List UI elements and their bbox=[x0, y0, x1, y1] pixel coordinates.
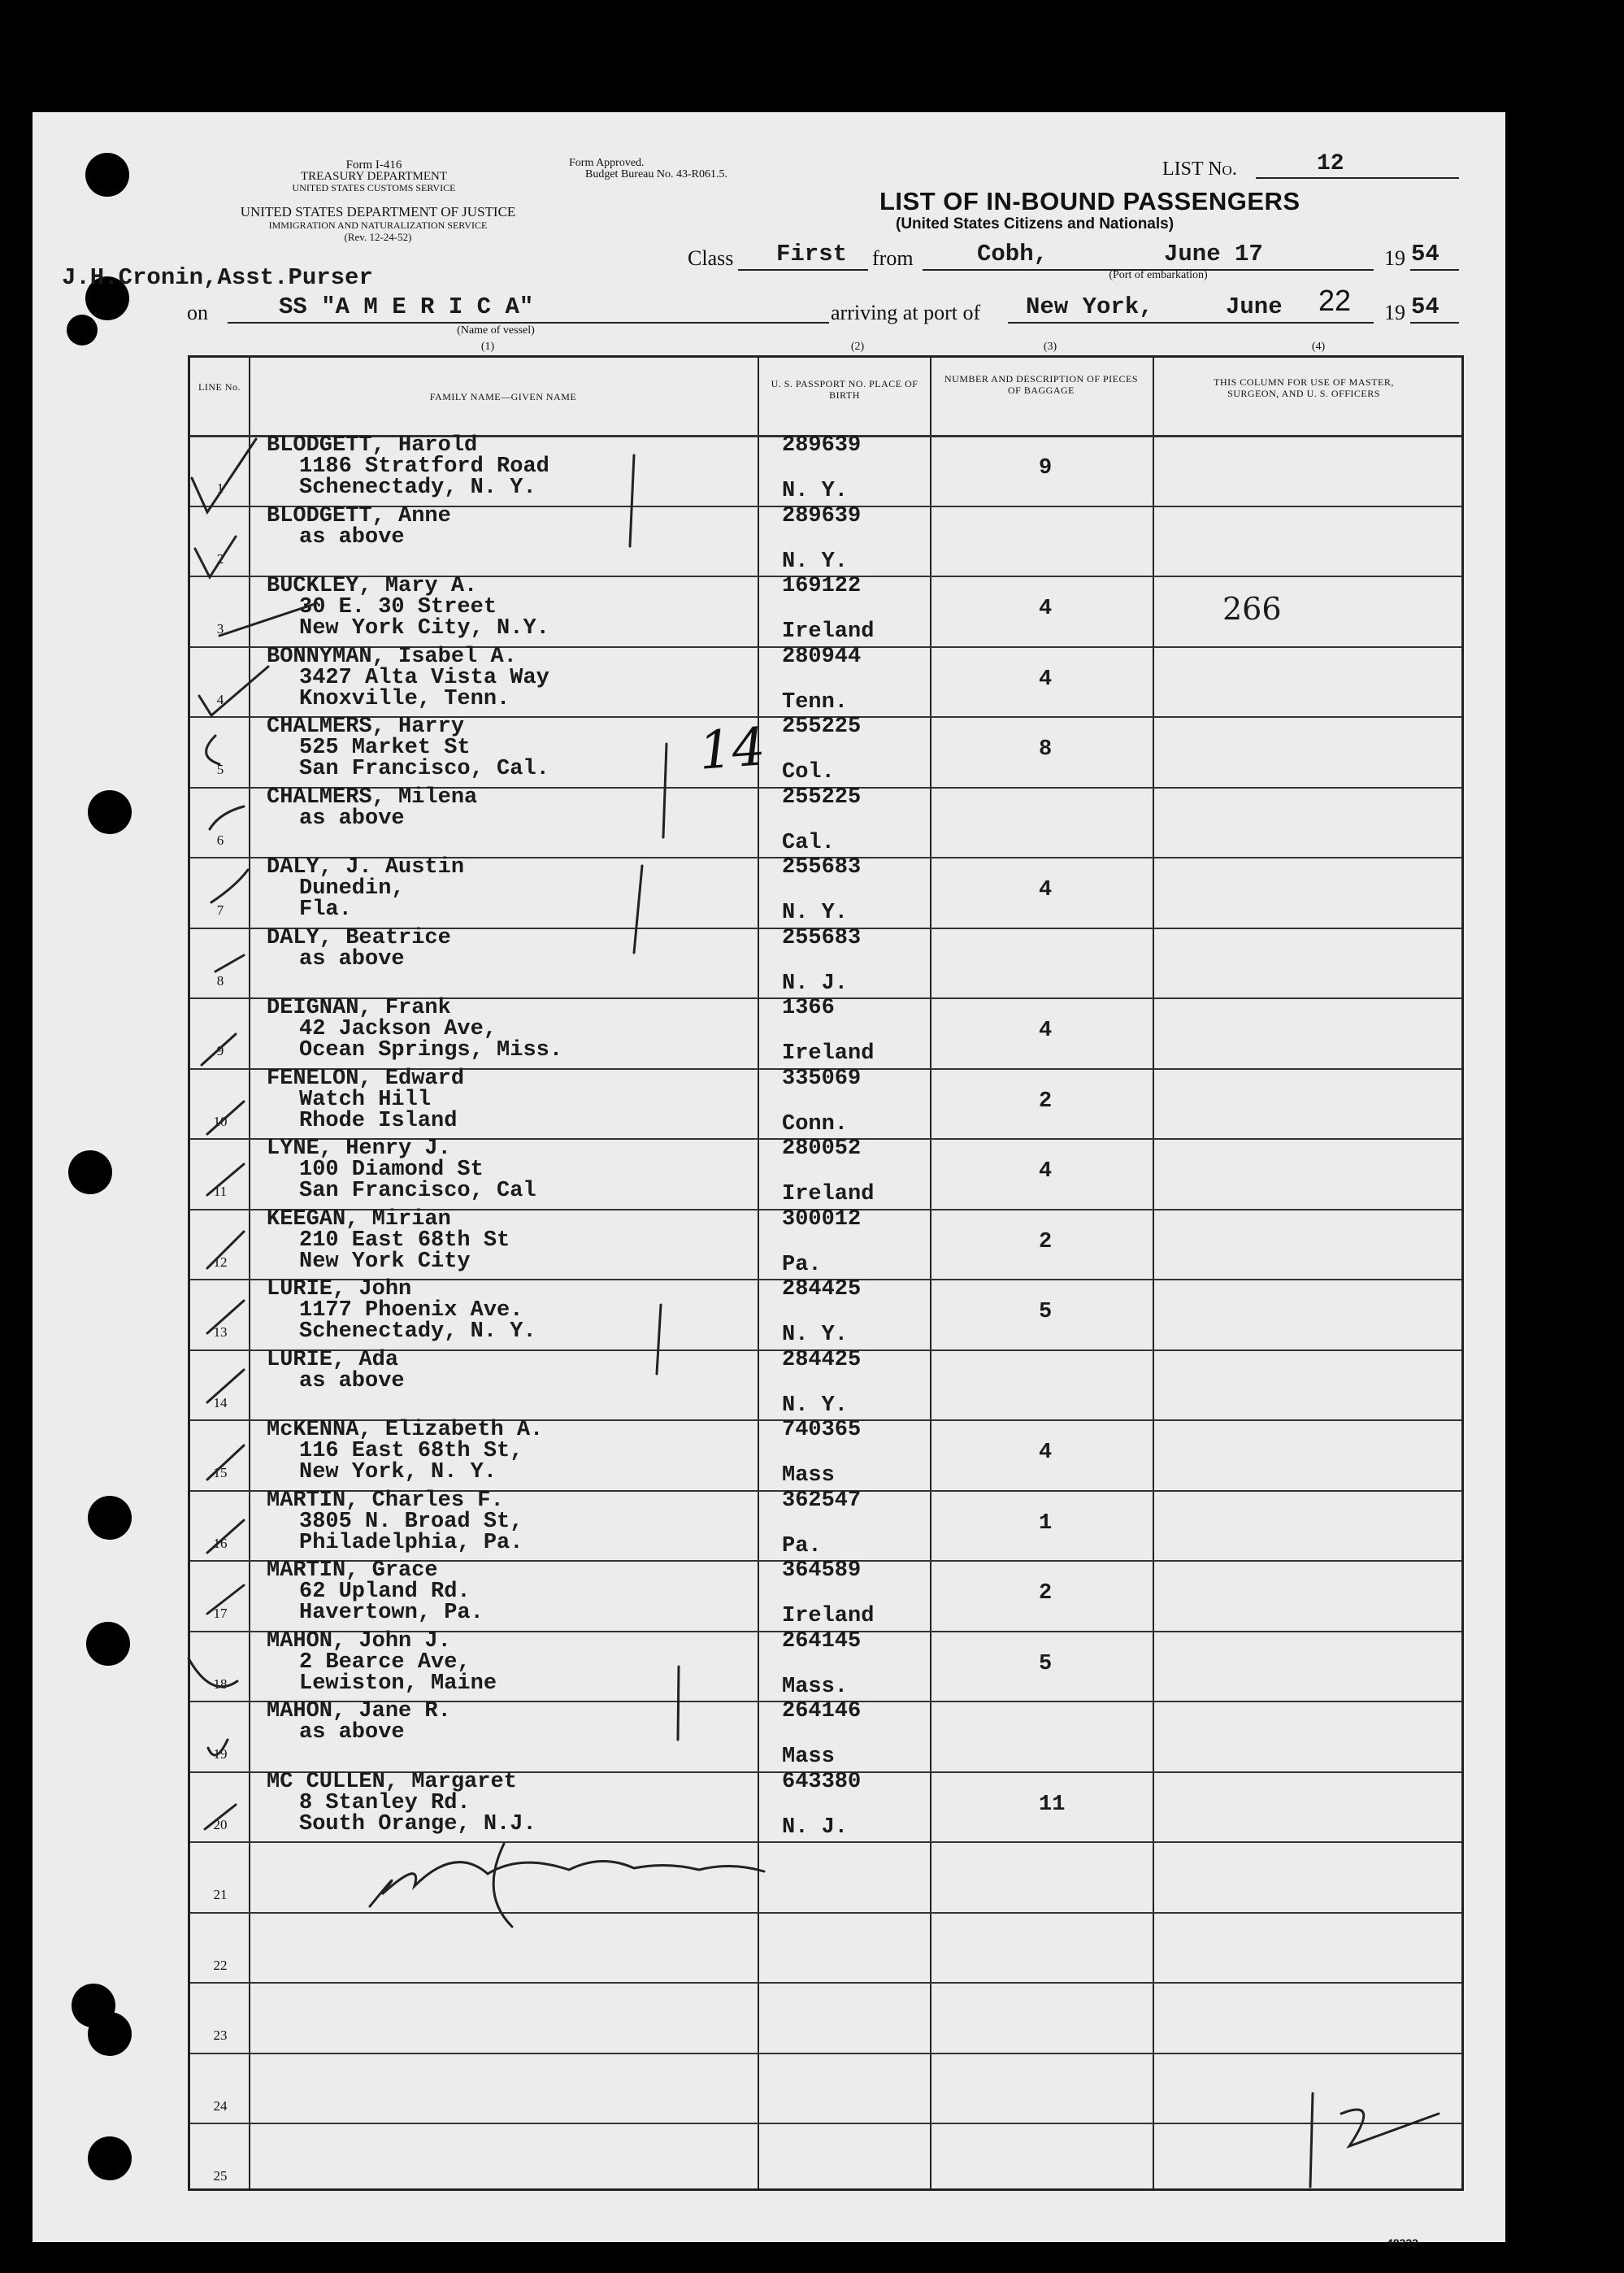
passenger-address-2: New York City bbox=[299, 1249, 471, 1274]
passenger-address-2: Knoxville, Tenn. bbox=[299, 686, 510, 711]
vessel-name-note: (Name of vessel) bbox=[457, 324, 535, 337]
passenger-address-1: as above bbox=[299, 1368, 405, 1393]
baggage-count: 2 bbox=[1039, 1581, 1053, 1606]
place-of-birth: N. Y. bbox=[782, 479, 849, 503]
passenger-name: LURIE, John bbox=[267, 1277, 412, 1302]
purser-name: J.H.Cronin,Asst.Purser bbox=[62, 264, 373, 291]
passenger-name: MARTIN, Charles F. bbox=[267, 1488, 504, 1513]
line-number: 12 bbox=[213, 1254, 228, 1270]
place-of-birth: Mass bbox=[782, 1745, 835, 1769]
passenger-name: BONNYMAN, Isabel A. bbox=[267, 644, 517, 669]
passenger-address-1: 3805 N. Broad St, bbox=[299, 1509, 523, 1534]
passenger-name: MAHON, John J. bbox=[267, 1628, 451, 1654]
binder-hole bbox=[86, 1622, 130, 1666]
line-number: 19 bbox=[213, 1746, 228, 1762]
passport-number: 740365 bbox=[782, 1418, 862, 1442]
passenger-address-2: Havertown, Pa. bbox=[299, 1601, 484, 1625]
passenger-address-1: as above bbox=[299, 1720, 405, 1745]
passenger-name: BLODGETT, Anne bbox=[267, 503, 451, 528]
place-of-birth: N. Y. bbox=[782, 901, 849, 925]
passenger-address-2: Schenectady, N. Y. bbox=[299, 1319, 536, 1344]
arrival-day: 22 bbox=[1318, 284, 1352, 317]
col3-number: (3) bbox=[1043, 341, 1057, 353]
line-number: 24 bbox=[213, 2097, 228, 2114]
line-number: 23 bbox=[213, 2027, 228, 2043]
year-2: 54 bbox=[1411, 293, 1439, 320]
vessel-name: SS "A M E R I C A" bbox=[279, 293, 534, 320]
class-value: First bbox=[776, 241, 848, 267]
passenger-name: DALY, J. Austin bbox=[267, 855, 465, 880]
passport-number: 255225 bbox=[782, 715, 862, 739]
line-number: 13 bbox=[213, 1324, 228, 1340]
place-of-birth: Ireland bbox=[782, 619, 875, 644]
baggage-count: 4 bbox=[1039, 1159, 1053, 1184]
line-number: 21 bbox=[213, 1887, 228, 1902]
passenger-address-2: New York City, N.Y. bbox=[299, 616, 549, 641]
passport-number: 255683 bbox=[782, 855, 862, 880]
line-number: 17 bbox=[213, 1606, 228, 1621]
passenger-address-2: South Orange, N.J. bbox=[299, 1811, 536, 1836]
page-subtitle: (United States Citizens and Nationals) bbox=[896, 215, 1175, 233]
place-of-birth: Ireland bbox=[782, 1041, 875, 1066]
passenger-name: BUCKLEY, Mary A. bbox=[267, 574, 478, 598]
line-number: 5 bbox=[216, 762, 224, 777]
passport-number: 300012 bbox=[782, 1206, 862, 1232]
line-number: 16 bbox=[213, 1535, 228, 1551]
officer-note: 266 bbox=[1222, 591, 1282, 627]
line-number: 2 bbox=[216, 550, 224, 567]
passenger-name: KEEGAN, Mirian bbox=[267, 1206, 451, 1232]
form-approved: Form Approved. bbox=[569, 157, 645, 169]
col-officers-header: THIS COLUMN FOR USE OF MASTER, SURGEON, AND U. S. OFFICERS bbox=[1214, 376, 1394, 399]
year-prefix-1: 19 bbox=[1384, 246, 1405, 270]
line-number: 11 bbox=[213, 1184, 228, 1199]
revision-date: (Rev. 12-24-52) bbox=[344, 231, 412, 243]
baggage-count: 2 bbox=[1039, 1229, 1053, 1254]
baggage-count: 4 bbox=[1039, 597, 1053, 621]
budget-bureau: Budget Bureau No. 43-R061.5. bbox=[585, 168, 727, 180]
port-embarkation-note: (Port of embarkation) bbox=[1109, 269, 1208, 281]
line-number: 10 bbox=[213, 1113, 228, 1129]
passenger-address-1: 3427 Alta Vista Way bbox=[299, 665, 549, 690]
line-number: 6 bbox=[216, 832, 224, 848]
passenger-address-1: 210 East 68th St bbox=[299, 1228, 510, 1253]
baggage-count: 1 bbox=[1039, 1510, 1053, 1536]
year-1: 54 bbox=[1411, 241, 1439, 267]
handwritten-corner-mark bbox=[1310, 2097, 1311, 2098]
col-baggage-header: NUMBER AND DESCRIPTION OF PIECES OF BAGGAGE bbox=[944, 373, 1139, 396]
passenger-name: FENELON, Edward bbox=[267, 1066, 465, 1091]
passport-number: 335069 bbox=[782, 1066, 862, 1091]
embark-port: Cobh, bbox=[977, 241, 1049, 267]
passport-number: 289639 bbox=[782, 503, 862, 528]
customs-service: UNITED STATES CUSTOMS SERVICE bbox=[292, 182, 456, 193]
place-of-birth: Cal. bbox=[782, 830, 835, 855]
class-label: Class bbox=[688, 246, 734, 270]
place-of-birth: Ireland bbox=[782, 1604, 875, 1628]
line-number: 20 bbox=[213, 1816, 228, 1832]
passenger-address-2: Philadelphia, Pa. bbox=[299, 1530, 523, 1555]
immigration-service: IMMIGRATION AND NATURALIZATION SERVICE bbox=[268, 219, 488, 231]
embark-date: June 17 bbox=[1164, 241, 1263, 267]
place-of-birth: Mass bbox=[782, 1463, 835, 1488]
passenger-name: MARTIN, Grace bbox=[267, 1558, 438, 1583]
passenger-name: CHALMERS, Harry bbox=[267, 715, 465, 739]
passenger-address-1: 116 East 68th St, bbox=[299, 1439, 523, 1463]
line-number: 9 bbox=[216, 1043, 224, 1058]
col-name-header: FAMILY NAME—GIVEN NAME bbox=[429, 391, 577, 402]
binder-hole bbox=[88, 2136, 132, 2180]
line-number: 18 bbox=[213, 1675, 228, 1692]
place-of-birth: Mass. bbox=[782, 1674, 849, 1699]
passport-number: 280052 bbox=[782, 1136, 862, 1161]
passenger-address-1: Dunedin, bbox=[299, 876, 405, 901]
place-of-birth: N. Y. bbox=[782, 1393, 849, 1418]
baggage-count: 5 bbox=[1039, 1651, 1053, 1676]
line-number: 25 bbox=[213, 2168, 228, 2184]
passenger-address-1: 30 E. 30 Street bbox=[299, 595, 497, 619]
passport-number: 284425 bbox=[782, 1347, 862, 1372]
line-number: 22 bbox=[213, 1957, 228, 1973]
passport-number: 280944 bbox=[782, 644, 862, 669]
passport-number: 643380 bbox=[782, 1769, 862, 1794]
binder-hole bbox=[88, 1496, 132, 1540]
passenger-name: DEIGNAN, Frank bbox=[267, 996, 451, 1020]
passenger-address-2: New York, N. Y. bbox=[299, 1460, 497, 1484]
passport-number: 289639 bbox=[782, 433, 862, 458]
place-of-birth: N. J. bbox=[782, 1814, 849, 1840]
passenger-name: MAHON, Jane R. bbox=[267, 1699, 451, 1723]
passport-number: 264146 bbox=[782, 1699, 862, 1723]
arrival-month: June bbox=[1226, 293, 1283, 320]
passenger-address-1: as above bbox=[299, 946, 405, 971]
from-label: from bbox=[872, 246, 914, 270]
line-number: 3 bbox=[216, 621, 224, 637]
passenger-address-2: San Francisco, Cal bbox=[299, 1179, 536, 1203]
baggage-count: 4 bbox=[1039, 1441, 1053, 1465]
baggage-count: 5 bbox=[1039, 1300, 1053, 1324]
year-prefix-2: 19 bbox=[1384, 301, 1405, 324]
passenger-name: CHALMERS, Milena bbox=[267, 784, 478, 810]
passenger-name: LURIE, Ada bbox=[267, 1347, 399, 1372]
place-of-birth: Ireland bbox=[782, 1182, 875, 1206]
handwritten-tally-1: 14 bbox=[697, 717, 767, 782]
col-passport-header: U. S. PASSPORT NO. PLACE OF BIRTH bbox=[771, 378, 918, 401]
passenger-table bbox=[188, 355, 1464, 2191]
passenger-address-1: 62 Upland Rd. bbox=[299, 1580, 471, 1604]
place-of-birth: N. Y. bbox=[782, 549, 849, 574]
passenger-name: LYNE, Henry J. bbox=[267, 1136, 451, 1161]
line-number: 4 bbox=[216, 691, 224, 707]
binder-hole bbox=[88, 790, 132, 834]
passenger-name: MC CULLEN, Margaret bbox=[267, 1769, 517, 1794]
col4-number: (4) bbox=[1311, 341, 1326, 353]
baggage-count: 4 bbox=[1039, 667, 1053, 692]
passport-number: 255683 bbox=[782, 925, 862, 950]
passenger-address-2: Schenectady, N. Y. bbox=[299, 476, 536, 500]
line-number: 7 bbox=[216, 902, 224, 918]
place-of-birth: Tenn. bbox=[782, 689, 849, 715]
passport-number: 255225 bbox=[782, 784, 862, 810]
col-line-header: LINE No. bbox=[198, 381, 241, 393]
passenger-address-2: Lewiston, Maine bbox=[299, 1671, 497, 1696]
passport-number: 169122 bbox=[782, 574, 862, 598]
passenger-address-1: 525 Market St bbox=[299, 736, 471, 760]
passenger-address-1: 8 Stanley Rd. bbox=[299, 1790, 471, 1815]
baggage-count: 8 bbox=[1039, 737, 1053, 762]
baggage-count: 4 bbox=[1039, 1019, 1053, 1043]
binder-hole bbox=[85, 153, 129, 197]
passenger-address-1: 1186 Stratford Road bbox=[299, 454, 549, 479]
baggage-count: 9 bbox=[1039, 456, 1053, 480]
justice-dept: UNITED STATES DEPARTMENT OF JUSTICE bbox=[240, 204, 516, 219]
passenger-address-1: 1177 Phoenix Ave. bbox=[299, 1298, 523, 1323]
baggage-count: 11 bbox=[1039, 1792, 1066, 1817]
passport-number: 284425 bbox=[782, 1277, 862, 1302]
place-of-birth: N. J. bbox=[782, 971, 849, 996]
place-of-birth: Pa. bbox=[782, 1252, 822, 1277]
passenger-address-1: as above bbox=[299, 524, 405, 550]
passenger-name: DALY, Beatrice bbox=[267, 925, 451, 950]
passport-number: 364589 bbox=[782, 1558, 862, 1583]
arriving-label: arriving at port of bbox=[831, 301, 981, 324]
place-of-birth: N. Y. bbox=[782, 1323, 849, 1347]
binder-hole bbox=[88, 2012, 132, 2056]
place-of-birth: Pa. bbox=[782, 1533, 822, 1558]
passenger-name: McKENNA, Elizabeth A. bbox=[267, 1418, 544, 1442]
baggage-count: 2 bbox=[1039, 1089, 1053, 1114]
place-of-birth: Col. bbox=[782, 760, 835, 784]
binder-hole bbox=[68, 1150, 112, 1194]
passport-number: 1366 bbox=[782, 996, 835, 1020]
passenger-address-2: Fla. bbox=[299, 897, 352, 922]
arrival-port: New York, bbox=[1026, 293, 1153, 320]
list-label: LIST No. bbox=[1162, 159, 1237, 180]
passenger-address-1: as above bbox=[299, 806, 405, 831]
passenger-address-2: Ocean Springs, Miss. bbox=[299, 1038, 563, 1063]
line-number: 14 bbox=[213, 1394, 228, 1410]
passenger-address-2: San Francisco, Cal. bbox=[299, 757, 549, 781]
line-number: 1 bbox=[216, 480, 224, 496]
passport-number: 264145 bbox=[782, 1628, 862, 1654]
treasury-dept: TREASURY DEPARTMENT bbox=[300, 170, 448, 183]
passenger-address-1: Watch Hill bbox=[299, 1087, 432, 1112]
form-number: Form I-416 bbox=[345, 159, 402, 172]
page-title: LIST OF IN-BOUND PASSENGERS bbox=[879, 187, 1301, 215]
col2-number: (2) bbox=[850, 341, 865, 353]
list-number: 12 bbox=[1317, 151, 1344, 176]
passport-number: 362547 bbox=[782, 1488, 862, 1513]
passenger-address-2: Rhode Island bbox=[299, 1108, 458, 1133]
passenger-address-1: 2 Bearce Ave, bbox=[299, 1649, 471, 1675]
line-number: 8 bbox=[216, 972, 224, 989]
footer-form-no: 48322 bbox=[1387, 2236, 1418, 2249]
binder-hole bbox=[67, 315, 98, 346]
col1-number: (1) bbox=[480, 341, 495, 353]
line-number: 15 bbox=[213, 1465, 228, 1480]
baggage-count: 4 bbox=[1039, 878, 1053, 902]
passenger-name: BLODGETT, Harold bbox=[267, 433, 478, 458]
on-label: on bbox=[187, 301, 208, 324]
passenger-address-1: 42 Jackson Ave, bbox=[299, 1017, 497, 1041]
place-of-birth: Conn. bbox=[782, 1111, 849, 1136]
passenger-address-1: 100 Diamond St bbox=[299, 1158, 484, 1182]
